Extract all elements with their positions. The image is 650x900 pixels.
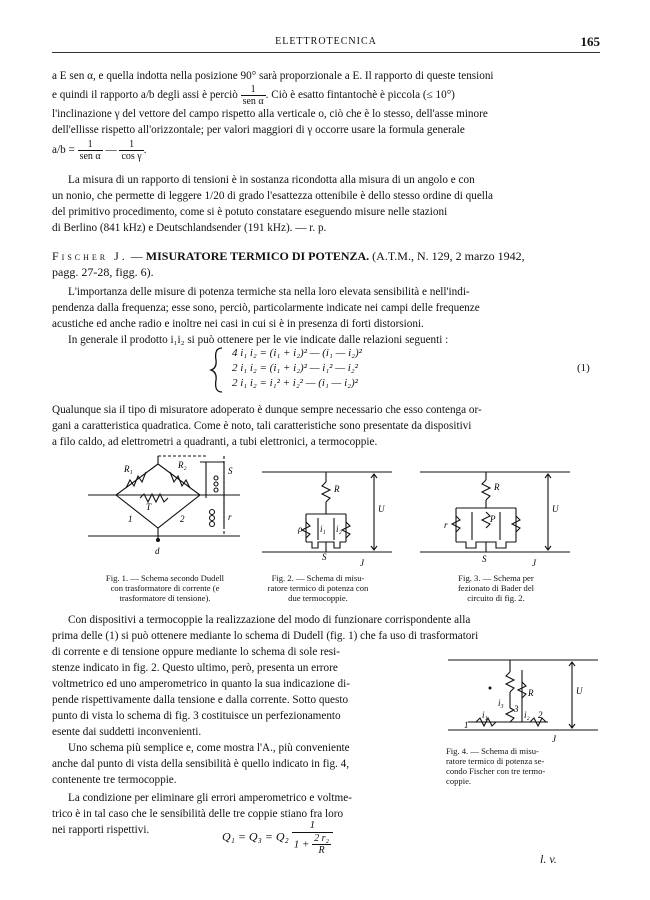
figure-4-diagram xyxy=(448,652,598,746)
fig1-label-s: S xyxy=(228,466,233,476)
fig4-label-2: 2 xyxy=(538,710,543,720)
fig3-label-j: J xyxy=(532,558,536,568)
line: esente dai suddetti inconvenienti. xyxy=(52,726,202,738)
final-equation: Q₁ = Q₃ = Q₂ 1 1 + $\frac{\text{2 r₂}}{R}$ xyxy=(222,818,333,856)
fig3-label-s: S xyxy=(482,554,487,564)
fig4-label-i1: i₁ xyxy=(482,710,488,720)
signature: l. v. xyxy=(540,852,557,866)
fig2-label-j: J xyxy=(360,558,364,568)
fig1-label-2: 2 xyxy=(180,514,185,524)
fig2-label-i1: i₁ xyxy=(320,524,326,534)
author: Fischer J. xyxy=(52,249,128,263)
line: del primitivo procedimento, come si è potuto constatare eseguendo misure nelle stazioni xyxy=(52,206,448,218)
line: Uno schema più semplice e, come mostra l'A., più conveniente xyxy=(68,742,350,754)
line: anche dal punto di vista della sensibilità è quello indicato in fig. 4, xyxy=(52,758,350,770)
fig1-label-r: r xyxy=(228,512,232,522)
line: L'importanza delle misure di potenza termiche sta nella loro elevata sensibilità e nell'indi- xyxy=(68,286,470,298)
para-4 xyxy=(52,402,600,450)
fig2-label-u: U xyxy=(378,504,385,514)
fig3-label-u: U xyxy=(552,504,559,514)
figure-3-diagram xyxy=(420,462,570,574)
line: dell'ellisse rispetto all'orizzontale; per valori maggiori di γ occorre usare la formula generale xyxy=(52,124,465,136)
line: In generale il prodotto i₁i₂ si può ottenere per le vie indicate dalle relazioni seguenti : xyxy=(68,334,449,346)
line: punto di vista lo schema di fig. 3 costituisce un perfezionamento xyxy=(52,710,341,722)
fig4-label-i3: i₃ xyxy=(498,698,504,708)
figure-4-caption: Fig. 4. — Schema di misu- ratore termico di potenza se- condo Fischer con tre termo- coppie. xyxy=(446,746,546,786)
line: trico è in tal caso che le sensibilità delle tre coppie stiano fra loro xyxy=(52,808,344,820)
page-number: 165 xyxy=(580,34,600,49)
formula-general: a/b = $\frac{1}{\text{sen α}}$ — $\frac{1}{\text{cos γ}}$ . xyxy=(52,138,147,162)
figure-2-caption: Fig. 2. — Schema di misu- ratore termico di potenza con due termocoppie. xyxy=(267,573,369,603)
line: pende rispettivamente dalla tensione e dalla corrente. Sotto questo xyxy=(52,694,349,706)
fig3-label-p: P xyxy=(490,514,496,524)
line: La misura di un rapporto di tensioni è in sostanza ricondotta alla misura di un angolo e con xyxy=(68,174,475,186)
fig4-label-i2: i₂ xyxy=(524,710,530,720)
line: nei rapporti rispettivi. xyxy=(52,824,150,836)
fig4-label-u: U xyxy=(576,686,583,696)
line: e quindi il rapporto a/b degli assi è perciò $\frac{1}{\text{sen α}}$ . Ciò è esatto fintantochè è piccola (≤ 10°) xyxy=(52,84,455,107)
line: pendenza dalla frequenza; esse sono, perciò, particolarmente indicate nei campi delle frequenze xyxy=(52,302,480,314)
brace-icon xyxy=(208,346,228,394)
fig4-label-j: J xyxy=(552,734,556,744)
article-title: MISURATORE TERMICO DI POTENZA. xyxy=(145,249,370,263)
section-title: ELETTROTECNICA xyxy=(275,36,377,47)
line: di corrente e di tensione oppure mediante lo schema di sole resi- xyxy=(52,646,340,658)
line: a filo caldo, ad elettrometri a quadranti, a tubi elettronici, a termocoppie. xyxy=(52,436,378,448)
para-5 xyxy=(52,612,600,644)
figure-3-caption: Fig. 3. — Schema per fezionato di Bader del circuito di fig. 2. xyxy=(457,573,535,603)
para-6 xyxy=(52,740,424,788)
line: Qualunque sia il tipo di misuratore adoperato è dunque sempre necessario che esso contenga or- xyxy=(52,404,482,416)
fig1-label-r1: R₁ xyxy=(124,464,133,474)
fig1-label-r2: R₂ xyxy=(178,460,187,470)
fig4-label-3: 3 xyxy=(514,704,519,714)
reference-cont: pagg. 27-28, figg. 6). xyxy=(52,265,154,279)
fig2-label-s: S xyxy=(322,552,327,562)
line: a E sen α, e quella indotta nella posizione 90° sarà proporzionale a E. Il rapporto di queste tensioni xyxy=(52,70,494,82)
fig2-label-rho: ρ xyxy=(298,524,303,534)
line: l'inclinazione γ del vettore del campo rispetto alla verticale o, ciò che è lo stesso, dell'asse minore xyxy=(52,108,488,120)
line: un nonio, che permette di leggere 1/20 di grado l'esattezza ottenibile è dello stesso ordine di quella xyxy=(52,190,493,202)
reference: (A.T.M., N. 129, 2 marzo 1942, xyxy=(369,249,525,263)
equation-1b: 2 i₁ i₂ = (i₁ + i₂)² — i₁² — i₂² xyxy=(232,362,358,374)
line: La condizione per eliminare gli errori amperometrico e voltme- xyxy=(68,792,352,804)
fraction: $\frac{1}{\text{sen α}}$ xyxy=(242,84,264,107)
line: voltmetrico ed uno amperometrico in quanto la sua indicazione di- xyxy=(52,678,350,690)
line: stenze indicato in fig. 2. Questo ultimo, però, presenta un errore xyxy=(52,662,338,674)
line: gani a caratteristica quadratica. Come è noto, tali caratteristiche sono presentate da dispositivi xyxy=(52,420,472,432)
figure-2-diagram xyxy=(262,462,392,574)
line: Con dispositivi a termocoppie la realizzazione del modo di funzionare corrispondente alla xyxy=(68,614,471,626)
para-3 xyxy=(52,284,600,348)
line: acustiche ed anche radio e inoltre nei casi in cui si è in presenza di forti distorsioni. xyxy=(52,318,424,330)
fig2-label-r: R xyxy=(334,484,340,494)
fig4-label-1: 1 xyxy=(464,720,469,730)
running-header xyxy=(52,34,600,53)
fig1-label-t: T xyxy=(146,502,152,512)
fig1-label-1: 1 xyxy=(128,514,133,524)
equation-number: (1) xyxy=(577,362,590,374)
line: di Berlino (841 kHz) e Deutschlandsender (191 kHz). — r. p. xyxy=(52,222,327,234)
fig1-label-d: d xyxy=(155,546,160,556)
para-1 xyxy=(52,68,600,162)
para-2 xyxy=(52,172,600,236)
line: prima delle (1) si può ottenere mediante lo schema di Dudell (fig. 1) che fa uso di trasformatori xyxy=(52,630,479,642)
figure-1-diagram xyxy=(88,450,240,560)
equation-1a: 4 i₁ i₂ = (i₁ + i₂)² — (i₁ — i₂)² xyxy=(232,347,362,359)
fig3-label-rr: r xyxy=(444,520,448,530)
line: contenente tre termocoppie. xyxy=(52,774,177,786)
article-heading: Fischer J. — MISURATORE TERMICO DI POTENZA. (A.T.M., N. 129, 2 marzo 1942, pagg. 27-28, figg. 6). xyxy=(52,248,600,280)
figure-1-caption: Fig. 1. — Schema secondo Dudell con trasformatore di corrente (e trasformatore di tensione). xyxy=(105,573,225,603)
equation-1c: 2 i₁ i₂ = i₁² + i₂² — (i₁ — i₂)² xyxy=(232,377,358,389)
fig3-label-r: R xyxy=(494,482,500,492)
para-5-cont xyxy=(52,644,424,740)
fig2-label-i2: i₂ xyxy=(336,524,342,534)
fig4-label-r: R xyxy=(528,688,534,698)
